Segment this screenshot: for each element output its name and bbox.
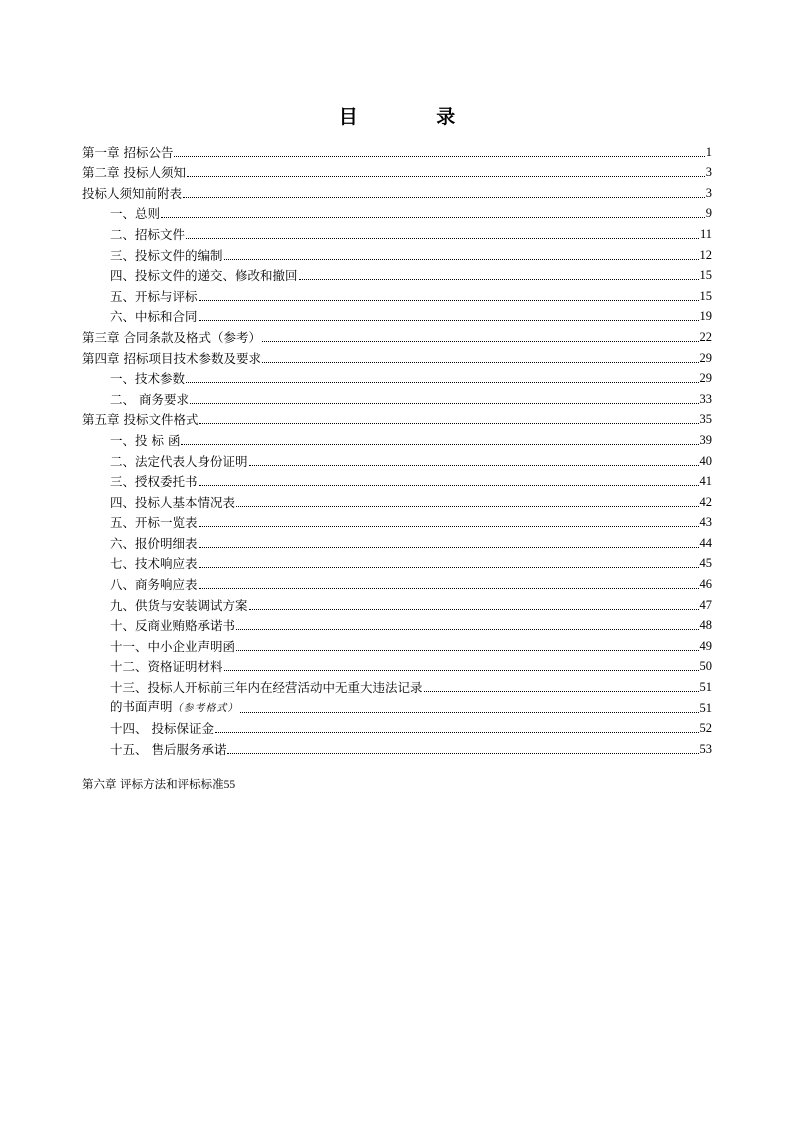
dot-leader [183,197,705,198]
toc-entry[interactable] [82,304,712,325]
dot-leader [249,609,699,610]
toc-entry[interactable] [82,366,712,387]
dot-leader [199,423,698,424]
toc-entry-label [82,412,198,427]
toc-entry-page-number: 43 [699,515,712,530]
toc-entry-label [110,515,198,530]
toc-entry-note: （参考格式） [172,702,239,714]
toc-entry-label [110,206,160,221]
toc-entry-page-number: 11 [699,226,712,241]
toc-entry-page-number: 35 [699,412,712,427]
toc-entry[interactable] [82,654,712,675]
toc-entry-label-text: 十五、 售后服务承诺 [110,741,227,757]
dot-leader [186,382,698,383]
toc-entry-page-number: 49 [699,638,712,653]
toc-entry-page-number: 15 [699,288,712,303]
toc-entry[interactable] [82,345,712,366]
toc-entry-page-number: 46 [699,577,712,592]
dot-leader [227,753,698,754]
toc-entry-label [82,351,261,366]
toc-entry-page-number: 52 [699,721,712,736]
toc-entry-label-text: 十二、资格证明材料 [110,659,223,675]
toc-entry-page-number: 9 [705,206,712,221]
toc-entry-label [110,392,189,407]
toc-entry[interactable] [82,530,712,551]
dot-leader [236,506,698,507]
toc-entry[interactable] [82,592,712,613]
toc-entry-label-text: 第四章 招标项目技术参数及要求 [82,350,261,366]
toc-entry-label-text: 四、投标文件的递交、修改和撤回 [110,268,298,284]
toc-entry-label [110,289,198,304]
toc-entry-page-number: 42 [699,494,712,509]
toc-entry-label [110,598,248,613]
toc-entry-label [110,699,239,716]
dot-leader [186,238,699,239]
dot-leader [240,712,699,713]
dot-leader [174,156,704,157]
toc-entry-label-text: 八、商务响应表 [110,577,198,593]
dot-leader [424,691,699,692]
toc-entry-label-text: 二、法定代表人身份证明 [110,453,248,469]
toc-entry-label-text: 一、投 标 函 [110,432,181,448]
dot-leader [187,176,705,177]
dot-leader [199,320,699,321]
toc-entry-page-number: 3 [705,165,712,180]
toc-entry-label [110,556,198,571]
toc-entry-page-number: 19 [699,309,712,324]
dot-leader [236,629,698,630]
toc-entry[interactable] [82,283,712,304]
toc-entry-page-number: 12 [699,247,712,262]
toc-entry-label [82,145,173,160]
toc-entry-label [82,186,182,201]
toc-entry[interactable] [82,324,712,345]
toc-entry-label-text: 三、投标文件的编制 [110,247,223,263]
toc-entry[interactable] [82,674,712,695]
toc-entry[interactable] [82,551,712,572]
toc-entry-label [110,659,223,674]
toc-entry[interactable] [82,386,712,407]
toc-entry-label [110,454,248,469]
toc-entry-label [110,227,185,242]
dot-leader [224,259,699,260]
toc-entry-label [110,536,198,551]
toc-entry-label-text: 第五章 投标文件格式 [82,412,199,428]
page-title: 目 录 [338,106,492,128]
dot-leader [181,444,698,445]
toc-entry-label [110,474,198,489]
toc-entry-label-text: 一、技术参数 [110,371,186,387]
toc-entry-label-text: 第一章 招标公告 [82,144,174,160]
toc-entry-label-text: 投标人须知前附表 [82,185,183,201]
toc-entry-page-number: 22 [699,329,712,344]
dot-leader [199,300,699,301]
table-of-contents [82,139,712,757]
toc-entry[interactable] [82,469,712,490]
dot-leader [199,485,699,486]
dot-leader [199,588,699,589]
toc-entry-page-number: 53 [699,741,712,756]
toc-entry-page-number: 29 [699,371,712,386]
toc-entry-label [110,639,235,654]
toc-entry[interactable] [82,510,712,531]
toc-entry-page-number: 40 [699,453,712,468]
toc-entry-label [110,680,423,695]
toc-entry-page-number: 33 [699,391,712,406]
dot-leader [224,670,699,671]
toc-entry-label [110,248,223,263]
dot-leader [262,362,699,363]
toc-entry-label [110,309,198,324]
toc-entry-label [110,495,235,510]
toc-entry-label-text: 五、开标一览表 [110,515,198,531]
toc-entry-page-number: 39 [699,432,712,447]
toc-entry[interactable] [82,633,712,654]
toc-entry-label [110,618,235,633]
toc-entry-page-number: 47 [699,597,712,612]
toc-entry-page-number: 55 [223,779,236,791]
toc-entry[interactable] [82,407,712,428]
toc-entry[interactable] [82,736,712,757]
toc-entry-page-number: 1 [705,144,712,159]
dot-leader [161,217,705,218]
toc-entry-label-text: 五、开标与评标 [110,288,198,304]
toc-entry[interactable] [82,613,712,634]
toc-entry[interactable] [82,571,712,592]
toc-entry-label-text: 第三章 合同条款及格式（参考） [82,329,261,345]
toc-entry-label-text: 第二章 投标人须知 [82,165,186,181]
dot-leader [199,526,699,527]
toc-entry-label: 第六章 评标方法和评标标准 [82,777,224,791]
toc-entry-label-text: 六、中标和合同 [110,309,198,325]
toc-entry-page-number: 44 [699,535,712,550]
toc-entry[interactable] [82,160,712,181]
dot-leader [299,279,699,280]
toc-entry-label-text: 六、报价明细表 [110,535,198,551]
dot-leader [249,465,699,466]
toc-entry-label-text: 四、投标人基本情况表 [110,494,236,510]
toc-entry[interactable] [82,221,712,242]
toc-entry-label-text: 十四、 投标保证金 [110,721,214,737]
toc-entry-label [110,721,214,736]
toc-entry-page-number: 48 [699,618,712,633]
toc-entry-label-text: 十三、投标人开标前三年内在经营活动中无重大违法记录 [110,680,423,696]
toc-entry[interactable] [82,427,712,448]
toc-entry-label [110,371,185,386]
toc-entry-label [110,433,180,448]
toc-entry[interactable] [82,242,712,263]
toc-entry-label-text: 一、总则 [110,206,161,222]
toc-entry[interactable] [82,489,712,510]
toc-entry[interactable] [82,448,712,469]
toc-entry[interactable] [82,180,712,201]
toc-entry-page-number: 41 [699,474,712,489]
toc-entry[interactable] [82,716,712,737]
toc-entry-label-text: 三、授权委托书 [110,474,198,490]
toc-entry-page-number: 51 [699,680,712,695]
toc-entry-label [110,742,226,757]
dot-leader [236,650,698,651]
toc-entry-label [82,165,186,180]
toc-entry-label [110,577,198,592]
toc-entry-page-number: 3 [705,185,712,200]
toc-entry-label [82,330,261,345]
toc-entry-label-text: 九、供货与安装调试方案 [110,597,248,613]
toc-entry-page-number: 29 [699,350,712,365]
dot-leader [215,732,699,733]
toc-entry-label-text: 十、反商业贿赂承诺书 [110,618,236,634]
toc-entry-page-number: 50 [699,659,712,674]
toc-entry-page-number: 15 [699,268,712,283]
toc-entry-label [110,268,298,283]
toc-entry-chapter-6[interactable] [82,776,235,793]
dot-leader [199,547,699,548]
toc-entry-label-text: 二、招标文件 [110,226,186,242]
toc-entry[interactable] [82,263,712,284]
toc-entry[interactable] [82,139,712,160]
dot-leader [262,341,699,342]
toc-entry-page-number: 51 [699,700,712,715]
toc-entry-label-text: 二、 商务要求 [110,391,189,407]
dot-leader [190,403,699,404]
toc-entry[interactable] [82,201,712,222]
toc-entry-label-text: 七、技术响应表 [110,556,198,572]
toc-entry-page-number: 45 [699,556,712,571]
toc-entry-label-text: 十一、中小企业声明函 [110,638,236,654]
toc-entry-label-text: 的书面声明 [110,698,173,714]
toc-entry[interactable] [82,695,712,716]
dot-leader [199,567,699,568]
